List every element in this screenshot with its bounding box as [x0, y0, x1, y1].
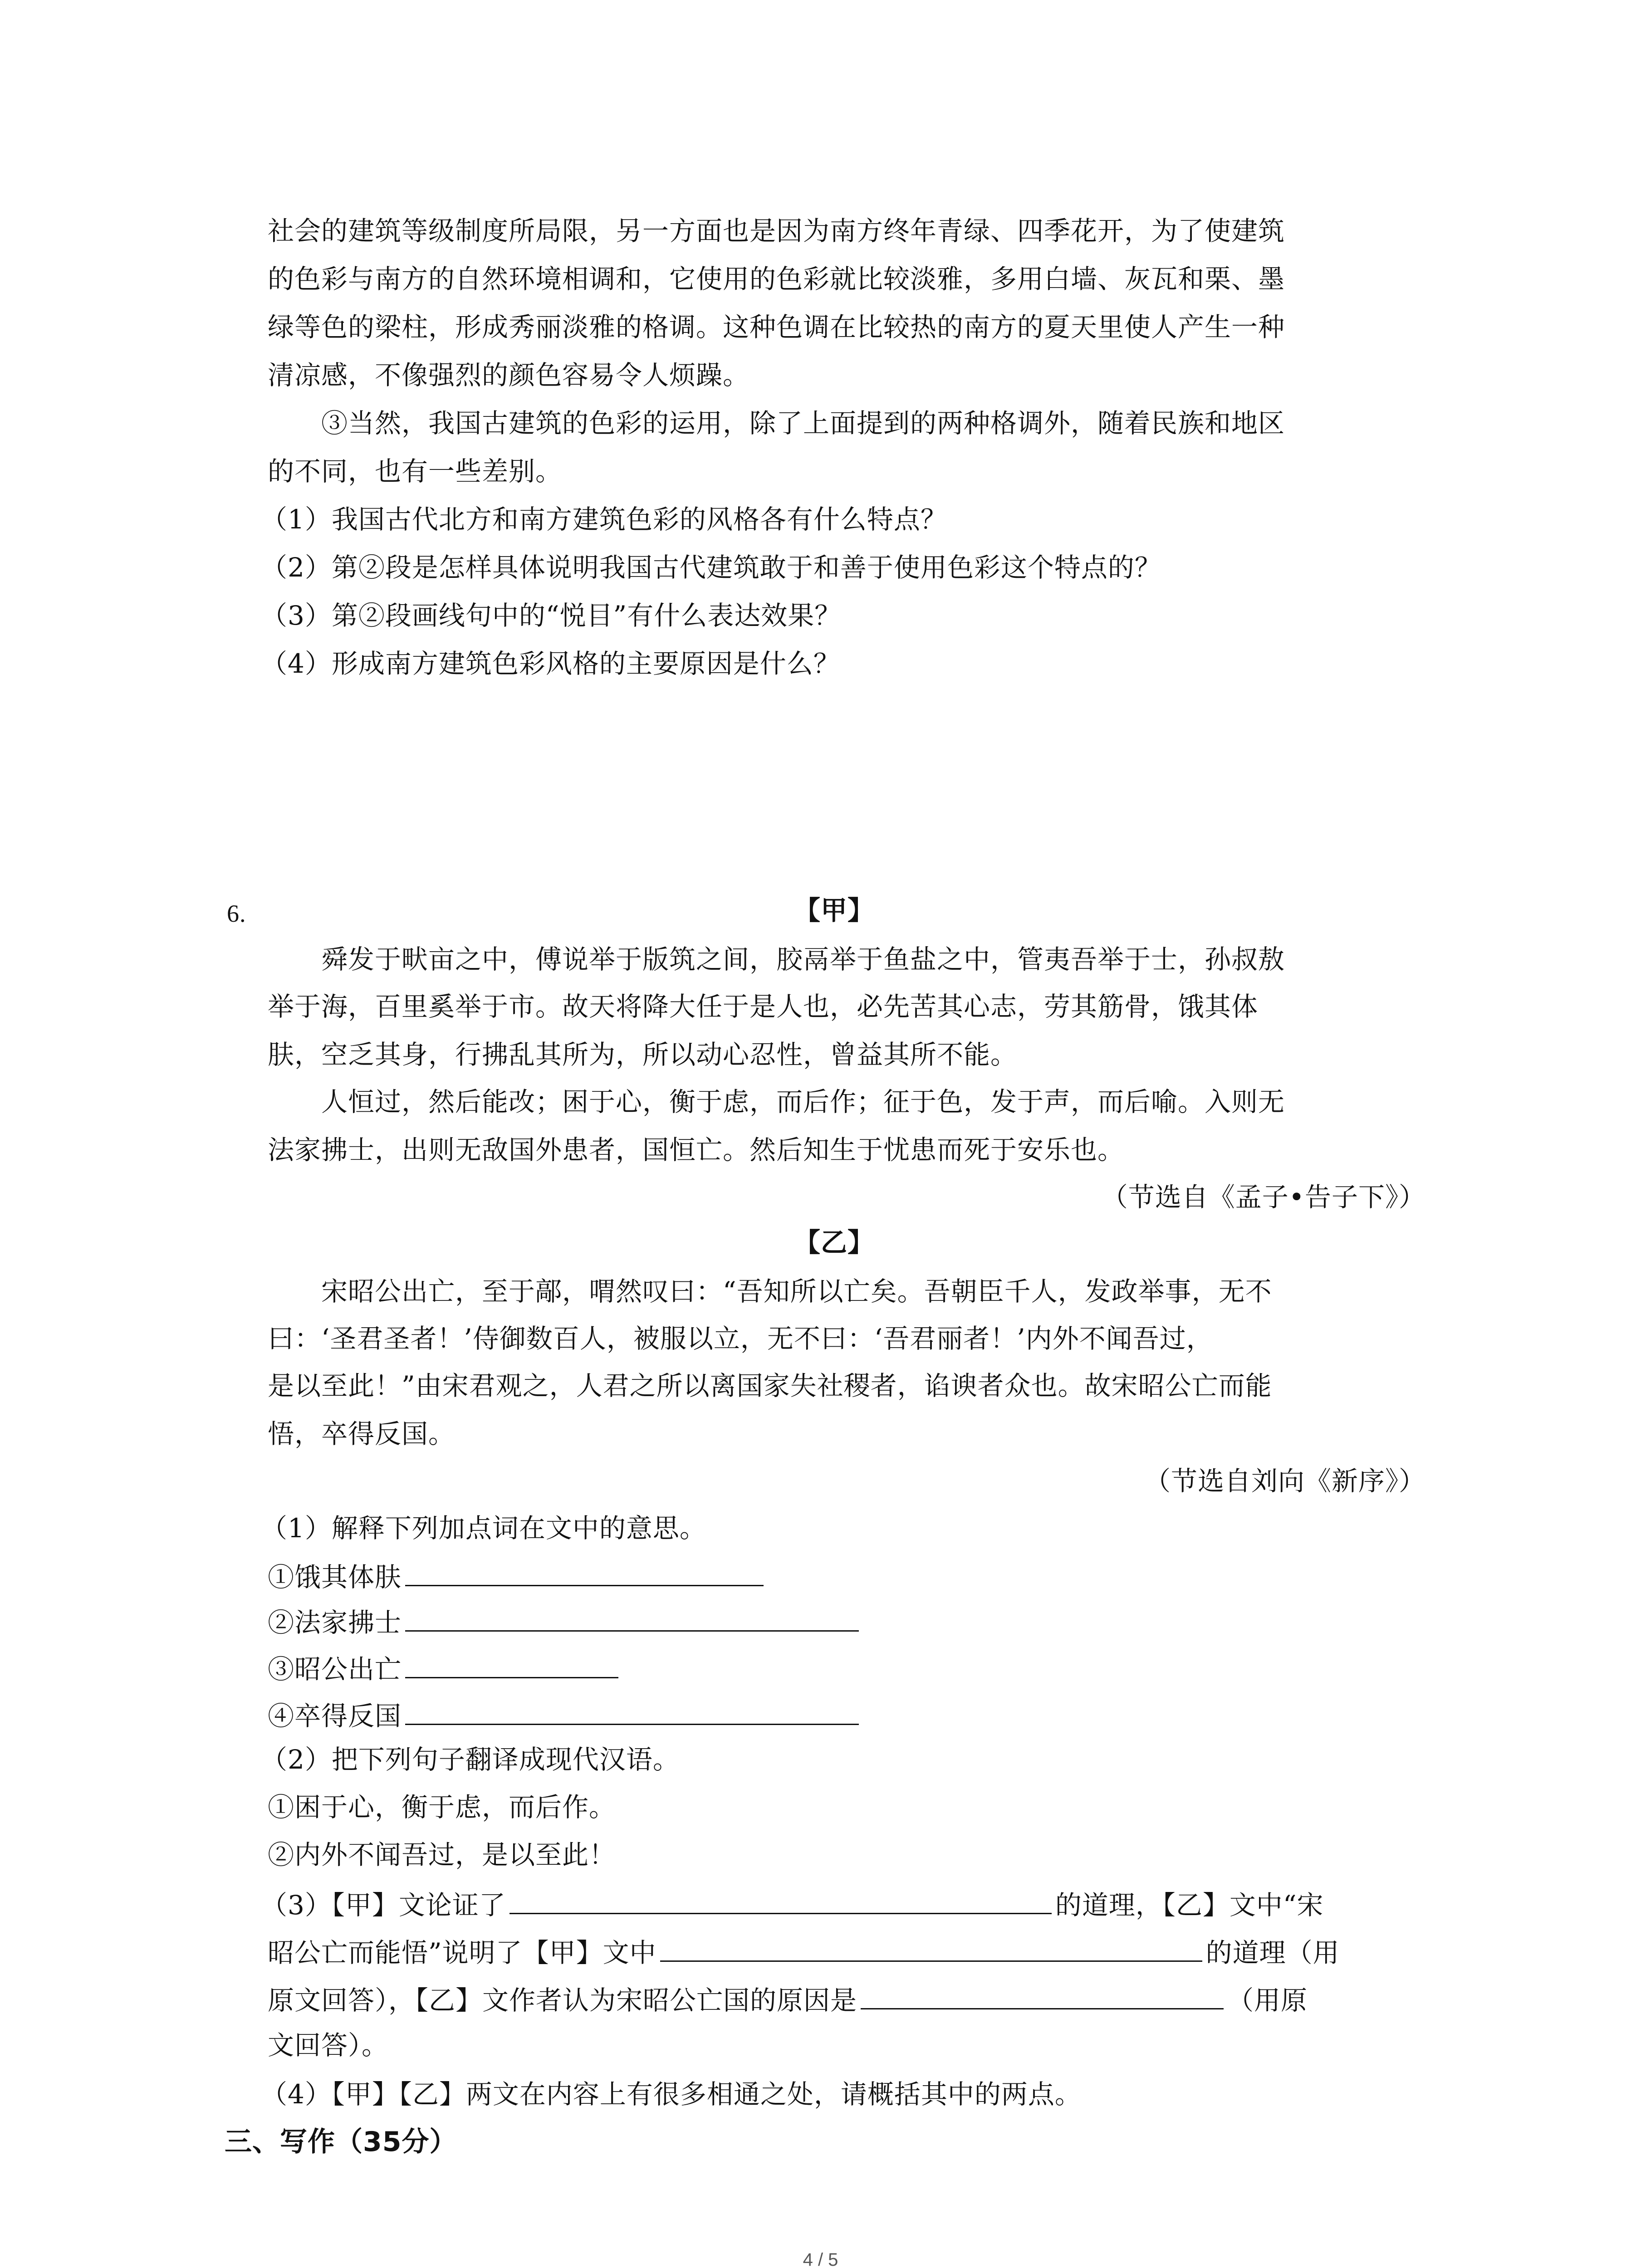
question-item: （1）我国古代北方和南方建筑色彩的风格各有什么特点？ — [261, 504, 947, 535]
text-line: 法家拂士，出则无敌国外患者，国恒亡。然后知生于忧患而死于安乐也。 — [268, 1134, 1125, 1165]
question-item: （4）形成南方建筑色彩风格的主要原因是什么？ — [261, 648, 840, 679]
source-citation: （节选自刘向《新序》） — [1144, 1466, 1425, 1496]
fill-item-label: ①饿其体肤 — [268, 1562, 402, 1593]
text-line: 悟，卒得反国。 — [268, 1418, 456, 1449]
fill-item — [268, 1561, 767, 1593]
answer-blank[interactable] — [861, 1984, 1224, 2009]
text-line: 肤，空乏其身，行拂乱其所为，所以动心忍性，曾益其所不能。 — [268, 1039, 1018, 1070]
text-line: ③当然，我国古建筑的色彩的运用，除了上面提到的两种格调外，随着民族和地区 — [321, 408, 1285, 439]
text-line: 人恒过，然后能改；困于心，衡于虑，而后作；征于色，发于声，而后喻。入则无 — [321, 1086, 1285, 1117]
text-line: 清凉感，不像强烈的颜色容易令人烦躁。 — [268, 360, 750, 391]
text-segment: 昭公亡而能悟”说明了【甲】文中 — [268, 1937, 656, 1968]
text-line: 的不同，也有一些差别。 — [268, 456, 563, 487]
text-line: 曰：‘圣君圣者！’侍御数百人，被服以立，无不曰：‘吾君丽者！’内外不闻吾过， — [268, 1323, 1213, 1354]
fill-item-label: ③昭公出亡 — [268, 1654, 402, 1685]
text-line: 文回答）。 — [268, 2030, 389, 2061]
text-line: 的色彩与南方的自然环境相调和，它使用的色彩就比较淡雅，多用白墙、灰瓦和栗、墨 — [268, 264, 1285, 294]
answer-blank[interactable] — [509, 1889, 1052, 1914]
page-number: 4 / 5 — [803, 2250, 838, 2268]
sub-question-3-line-1 — [261, 1889, 1324, 1921]
sub-question: （4）【甲】【乙】两文在内容上有很多相通之处，请概括其中的两点。 — [261, 2079, 1082, 2110]
section-heading: 三、写作（35分） — [225, 2126, 457, 2158]
jia-title: 【甲】 — [794, 895, 875, 926]
sub-question-3-line-2 — [268, 1937, 1340, 1966]
fill-item-label: ②法家拂士 — [268, 1607, 402, 1638]
text-segment: （用原 — [1227, 1985, 1308, 2016]
text-line: 是以至此！”由宋君观之，人君之所以离国家失社稷者，谄谀者众也。故宋昭公亡而能 — [268, 1370, 1272, 1401]
sentence-item: ①困于心，衡于虑，而后作。 — [268, 1792, 616, 1823]
text-segment: （3）【甲】文论证了 — [261, 1890, 506, 1921]
fill-item — [268, 1700, 862, 1729]
text-line: 社会的建筑等级制度所局限，另一方面也是因为南方终年青绿、四季花开，为了使建筑 — [268, 215, 1285, 246]
sub-question: （1）解释下列加点词在文中的意思。 — [261, 1513, 706, 1544]
text-line: 绿等色的梁柱，形成秀丽淡雅的格调。这种色调在比较热的南方的夏天里使人产生一种 — [268, 312, 1285, 342]
text-segment: 原文回答），【乙】文作者认为宋昭公亡国的原因是 — [268, 1985, 857, 2016]
fill-item-label: ④卒得反国 — [268, 1701, 402, 1731]
answer-blank[interactable] — [405, 1653, 618, 1678]
answer-blank[interactable] — [405, 1700, 859, 1725]
sub-question: （2）把下列句子翻译成现代汉语。 — [261, 1744, 680, 1775]
answer-blank[interactable] — [660, 1937, 1202, 1962]
answer-blank[interactable] — [405, 1561, 764, 1586]
text-segment: 的道理，【乙】文中“宋 — [1055, 1890, 1324, 1921]
yi-title: 【乙】 — [794, 1227, 875, 1258]
source-citation: （节选自《孟子•告子下》） — [1101, 1182, 1425, 1212]
question-item: （2）第②段是怎样具体说明我国古代建筑敢于和善于使用色彩这个特点的？ — [261, 552, 1161, 583]
sub-question-3-line-3 — [268, 1984, 1308, 2014]
fill-item — [268, 1607, 862, 1636]
question-number: 6. — [227, 900, 246, 927]
fill-item — [268, 1653, 622, 1685]
text-line: 举于海，百里奚举于市。故天将降大任于是人也，必先苦其心志，劳其筋骨，饿其体 — [268, 991, 1259, 1022]
question-item: （3）第②段画线句中的“悦目”有什么表达效果？ — [261, 600, 842, 631]
text-line: 舜发于畎亩之中，傅说举于版筑之间，胶鬲举于鱼盐之中，管夷吾举于士，孙叔敖 — [321, 944, 1285, 975]
sentence-item: ②内外不闻吾过，是以至此！ — [268, 1839, 616, 1870]
text-segment: 的道理（用 — [1205, 1937, 1340, 1968]
text-line: 宋昭公出亡，至于鄗，喟然叹曰：“吾知所以亡矣。吾朝臣千人，发政举事，无不 — [321, 1276, 1272, 1307]
answer-blank[interactable] — [405, 1607, 859, 1632]
